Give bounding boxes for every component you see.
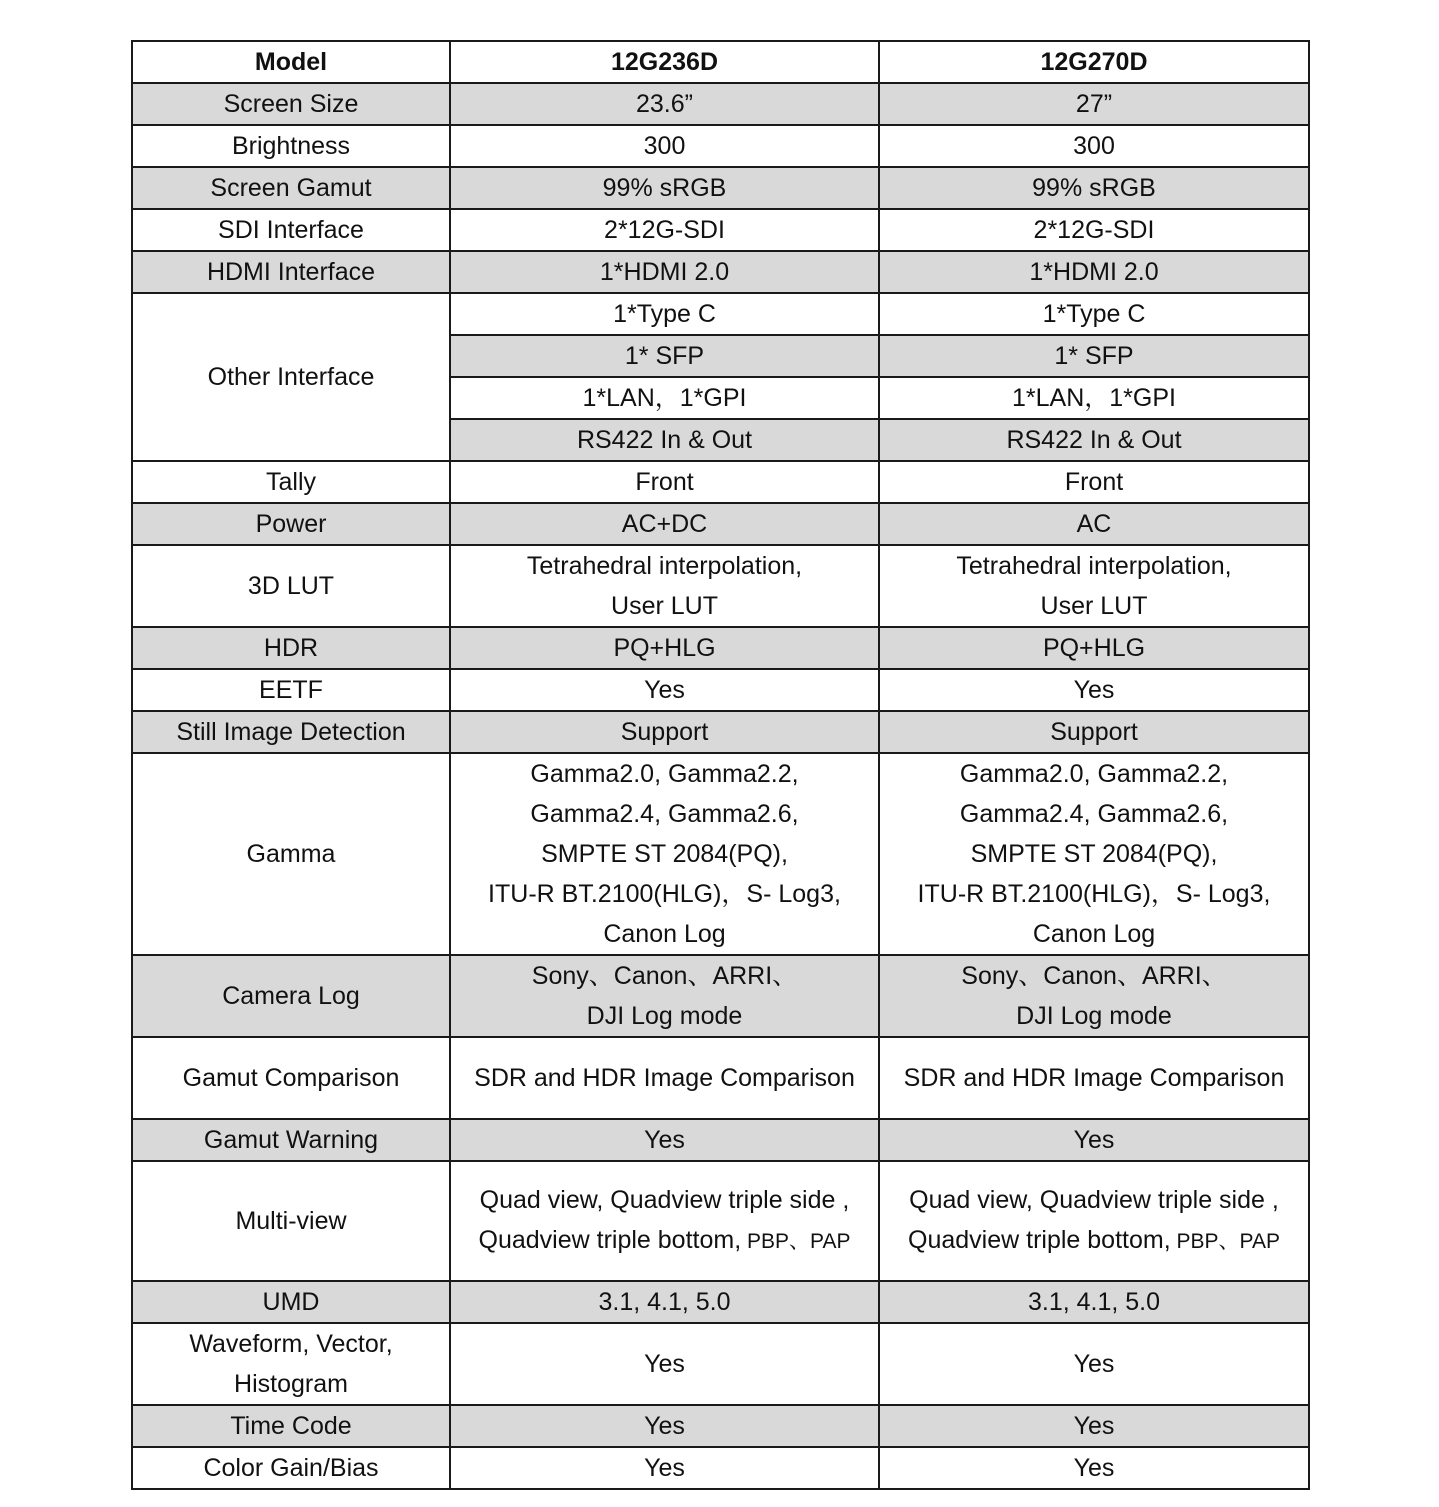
row-still-image	[132, 711, 1309, 753]
label-screen-gamut: Screen Gamut	[132, 167, 450, 209]
value-eetf-b: Yes	[879, 669, 1309, 711]
label-3d-lut: 3D LUT	[132, 545, 450, 627]
row-gamut-comparison	[132, 1037, 1309, 1119]
value-camera-log-a-line2: DJI Log mode	[586, 1002, 743, 1030]
value-3d-lut-b-line1: Tetrahedral interpolation,	[956, 552, 1232, 580]
value-gamma-a-line1: Gamma2.0, Gamma2.2,	[530, 760, 799, 788]
value-gamma-a-line3: SMPTE ST 2084(PQ),	[541, 840, 788, 868]
row-color-gain	[132, 1447, 1309, 1489]
value-other-interface-b-1: 1*Type C	[879, 293, 1309, 335]
row-waveform	[132, 1323, 1309, 1405]
row-hdmi-interface	[132, 251, 1309, 293]
row-camera-log	[132, 955, 1309, 1037]
value-brightness-b: 300	[879, 125, 1309, 167]
label-umd: UMD	[132, 1281, 450, 1323]
value-multi-view-a-line2-small: PBP、PAP	[741, 1230, 851, 1253]
value-power-b: AC	[879, 503, 1309, 545]
value-hdr-a: PQ+HLG	[450, 627, 879, 669]
label-gamma: Gamma	[132, 753, 450, 955]
label-color-gain: Color Gain/Bias	[132, 1447, 450, 1489]
header-label: Model	[132, 41, 450, 83]
value-camera-log-b	[879, 955, 1309, 1037]
label-still-image: Still Image Detection	[132, 711, 450, 753]
label-waveform-line2: Histogram	[234, 1370, 348, 1398]
row-power	[132, 503, 1309, 545]
value-color-gain-a: Yes	[450, 1447, 879, 1489]
value-color-gain-b: Yes	[879, 1447, 1309, 1489]
value-time-code-b: Yes	[879, 1405, 1309, 1447]
value-multi-view-b-line2-small: PBP、PAP	[1170, 1230, 1280, 1253]
value-gamma-a	[450, 753, 879, 955]
value-waveform-b: Yes	[879, 1323, 1309, 1405]
header-row	[132, 41, 1309, 83]
value-3d-lut-a-line1: Tetrahedral interpolation,	[526, 552, 803, 580]
value-hdmi-interface-b: 1*HDMI 2.0	[879, 251, 1309, 293]
value-gamut-comparison-a: SDR and HDR Image Comparison	[450, 1037, 879, 1119]
label-waveform	[132, 1323, 450, 1405]
label-camera-log: Camera Log	[132, 955, 450, 1037]
value-multi-view-b-line2-main: Quadview triple bottom,	[908, 1226, 1171, 1254]
value-brightness-a: 300	[450, 125, 879, 167]
value-screen-size-a: 23.6”	[450, 83, 879, 125]
label-brightness: Brightness	[132, 125, 450, 167]
label-power: Power	[132, 503, 450, 545]
value-camera-log-a	[450, 955, 879, 1037]
label-hdmi-interface: HDMI Interface	[132, 251, 450, 293]
value-tally-a: Front	[450, 461, 879, 503]
row-screen-gamut	[132, 167, 1309, 209]
value-multi-view-a-line1: Quad view, Quadview triple side ,	[479, 1186, 850, 1214]
value-3d-lut-a	[450, 545, 879, 627]
row-gamma	[132, 753, 1309, 955]
value-3d-lut-b	[879, 545, 1309, 627]
label-gamut-warning: Gamut Warning	[132, 1119, 450, 1161]
label-eetf: EETF	[132, 669, 450, 711]
spec-comparison-table	[131, 40, 1310, 1490]
label-waveform-line1: Waveform, Vector,	[189, 1330, 393, 1358]
row-umd	[132, 1281, 1309, 1323]
value-multi-view-b-line2	[880, 1220, 1308, 1262]
value-gamut-comparison-b: SDR and HDR Image Comparison	[879, 1037, 1309, 1119]
row-gamut-warning	[132, 1119, 1309, 1161]
row-multi-view	[132, 1161, 1309, 1281]
value-power-a: AC+DC	[450, 503, 879, 545]
label-screen-size: Screen Size	[132, 83, 450, 125]
row-time-code	[132, 1405, 1309, 1447]
row-tally	[132, 461, 1309, 503]
value-gamma-a-line2: Gamma2.4, Gamma2.6,	[530, 800, 799, 828]
value-gamma-b-line3: SMPTE ST 2084(PQ),	[970, 840, 1218, 868]
label-tally: Tally	[132, 461, 450, 503]
value-gamma-a-line5: Canon Log	[603, 920, 726, 948]
label-other-interface: Other Interface	[132, 293, 450, 461]
value-multi-view-a-line2	[451, 1220, 878, 1262]
value-multi-view-a-line2-main: Quadview triple bottom,	[478, 1226, 742, 1254]
row-eetf	[132, 669, 1309, 711]
value-waveform-a: Yes	[450, 1323, 879, 1405]
value-screen-size-b: 27”	[879, 83, 1309, 125]
value-screen-gamut-a: 99% sRGB	[450, 167, 879, 209]
value-gamma-b	[879, 753, 1309, 955]
value-3d-lut-b-line2: User LUT	[1040, 592, 1148, 620]
header-model-1: 12G236D	[450, 41, 879, 83]
value-hdr-b: PQ+HLG	[879, 627, 1309, 669]
value-other-interface-a-2: 1* SFP	[450, 335, 879, 377]
value-gamma-b-line2: Gamma2.4, Gamma2.6,	[959, 800, 1229, 828]
value-hdmi-interface-a: 1*HDMI 2.0	[450, 251, 879, 293]
value-screen-gamut-b: 99% sRGB	[879, 167, 1309, 209]
label-sdi-interface: SDI Interface	[132, 209, 450, 251]
value-other-interface-a-1: 1*Type C	[450, 293, 879, 335]
value-tally-b: Front	[879, 461, 1309, 503]
value-multi-view-b	[879, 1161, 1309, 1281]
row-3d-lut	[132, 545, 1309, 627]
value-gamma-a-line4: ITU-R BT.2100(HLG)，S- Log3,	[488, 880, 841, 908]
value-camera-log-b-line1: Sony、Canon、ARRI、	[961, 962, 1227, 990]
value-other-interface-a-3: 1*LAN，1*GPI	[450, 377, 879, 419]
value-sdi-interface-a: 2*12G-SDI	[450, 209, 879, 251]
row-brightness	[132, 125, 1309, 167]
value-gamma-b-line4: ITU-R BT.2100(HLG)，S- Log3,	[917, 880, 1271, 908]
value-eetf-a: Yes	[450, 669, 879, 711]
value-gamut-warning-b: Yes	[879, 1119, 1309, 1161]
value-umd-b: 3.1, 4.1, 5.0	[879, 1281, 1309, 1323]
value-umd-a: 3.1, 4.1, 5.0	[450, 1281, 879, 1323]
label-multi-view: Multi-view	[132, 1161, 450, 1281]
row-other-interface-1	[132, 293, 1309, 335]
value-still-image-a: Support	[450, 711, 879, 753]
value-other-interface-b-2: 1* SFP	[879, 335, 1309, 377]
value-gamma-b-line1: Gamma2.0, Gamma2.2,	[959, 760, 1229, 788]
value-3d-lut-a-line2: User LUT	[611, 592, 718, 620]
label-time-code: Time Code	[132, 1405, 450, 1447]
value-camera-log-a-line1: Sony、Canon、ARRI、	[531, 962, 798, 990]
row-screen-size	[132, 83, 1309, 125]
value-time-code-a: Yes	[450, 1405, 879, 1447]
value-other-interface-b-4: RS422 In & Out	[879, 419, 1309, 461]
header-model-2: 12G270D	[879, 41, 1309, 83]
label-hdr: HDR	[132, 627, 450, 669]
row-hdr	[132, 627, 1309, 669]
value-gamma-b-line5: Canon Log	[1032, 920, 1156, 948]
value-multi-view-a	[450, 1161, 879, 1281]
value-other-interface-b-3: 1*LAN，1*GPI	[879, 377, 1309, 419]
row-sdi-interface	[132, 209, 1309, 251]
value-gamut-warning-a: Yes	[450, 1119, 879, 1161]
value-sdi-interface-b: 2*12G-SDI	[879, 209, 1309, 251]
value-camera-log-b-line2: DJI Log mode	[1016, 1002, 1172, 1030]
label-gamut-comparison: Gamut Comparison	[132, 1037, 450, 1119]
value-multi-view-b-line1: Quad view, Quadview triple side ,	[909, 1186, 1279, 1214]
value-still-image-b: Support	[879, 711, 1309, 753]
value-other-interface-a-4: RS422 In & Out	[450, 419, 879, 461]
